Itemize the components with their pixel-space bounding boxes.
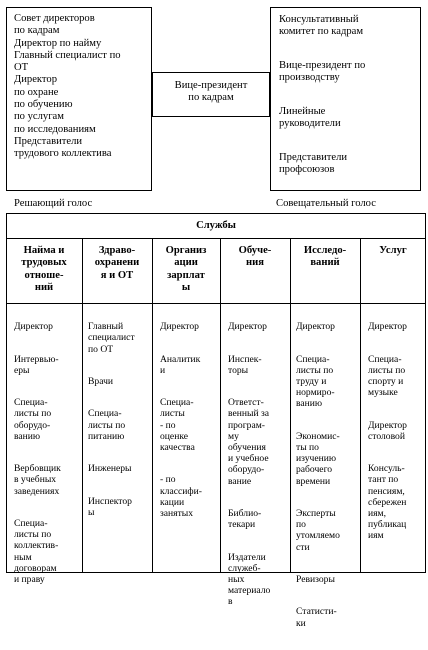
column-item: Вербовщик в учебных заведениях (14, 463, 61, 497)
column-payroll (160, 310, 218, 540)
column-divider (152, 238, 153, 573)
column-header-health: Здраво- охранени я и ОТ (94, 245, 140, 281)
column-item: Издатели служеб- ных материало в (228, 551, 271, 608)
advisory-vote-label: Совещательный голос (276, 198, 376, 209)
column-item: Специа- листы по питанию (88, 408, 126, 442)
column-divider (290, 238, 291, 573)
column-item: Специа- листы по труду и нормиро- ванию (296, 353, 335, 410)
header-row-divider (6, 303, 426, 304)
column-item: Специа- листы - по оценке качества (160, 397, 195, 454)
column-item: Директор (160, 321, 199, 333)
right-box-block4: Представители профсоюзов (279, 152, 348, 176)
column-item: Специа- листы по оборудо- ванию (14, 397, 52, 442)
column-header-services: Услуг (379, 245, 407, 256)
column-header-payroll: Организ ации зарплат ы (165, 245, 207, 293)
column-hiring (14, 310, 80, 606)
column-divider (220, 238, 221, 573)
column-header-training: Обуче- ния (238, 245, 272, 269)
column-header-hiring: Найма и трудовых отноше- ний (21, 245, 67, 293)
column-item: Аналитик и (160, 353, 201, 376)
right-box-block1: Консультативный комитет по кадрам (279, 14, 364, 38)
column-item: Врачи (88, 376, 114, 388)
column-item: - по классифи- кации занятых (160, 474, 202, 520)
column-divider (360, 238, 361, 573)
column-item: Главный специалист по ОТ (88, 321, 135, 355)
column-item: Директор столовой (368, 419, 407, 442)
right-box-block3: Линейные руководители (279, 106, 341, 130)
right-box-block2: Вице-президент по производству (279, 60, 366, 84)
left-box-text: Совет директоров по кадрам Директор по найму Главный специалист по ОТ Директор по охране по обучению по услугам по исследованиям Представители трудового коллектива (14, 13, 121, 160)
column-header-research: Исследо- ваний (303, 245, 347, 269)
decisive-vote-label: Решающий голос (14, 198, 93, 209)
column-item: Директор (296, 321, 335, 333)
services-title-divider (6, 238, 426, 239)
column-divider (82, 238, 83, 573)
column-item: Интервью- еры (14, 353, 59, 376)
column-item: Эксперты по утомляемо сти (296, 508, 340, 553)
column-item: Инженеры (88, 463, 132, 475)
column-item: Ответст- венный за програм- му обучения и учебное оборудо- вание (228, 397, 270, 487)
column-services (368, 310, 424, 563)
column-item: Специа- листы по спорту и музыке (368, 353, 406, 399)
services-title: Службы (196, 220, 236, 231)
column-research (296, 310, 358, 650)
column-item: Директор (228, 321, 267, 333)
column-item: Ревизоры (296, 574, 335, 586)
center-box-text: Вице-президент по кадрам (174, 80, 248, 104)
column-item: Инспектор ы (88, 495, 132, 518)
column-item: Инспек- торы (228, 353, 262, 376)
column-health (88, 310, 150, 539)
column-item: Экономис- ты по изучению рабочего времени (296, 430, 340, 487)
column-item: Директор (368, 321, 407, 333)
column-item: Библио- текари (228, 508, 262, 531)
column-training (228, 310, 288, 629)
column-item: Статисти- ки (296, 606, 337, 629)
column-item: Директор (14, 321, 53, 333)
column-item: Консуль- тант по пенсиям, сбережен иям, публикац иям (368, 463, 407, 542)
column-item: Специа- листы по коллектив- ным договорам и праву (14, 518, 59, 586)
